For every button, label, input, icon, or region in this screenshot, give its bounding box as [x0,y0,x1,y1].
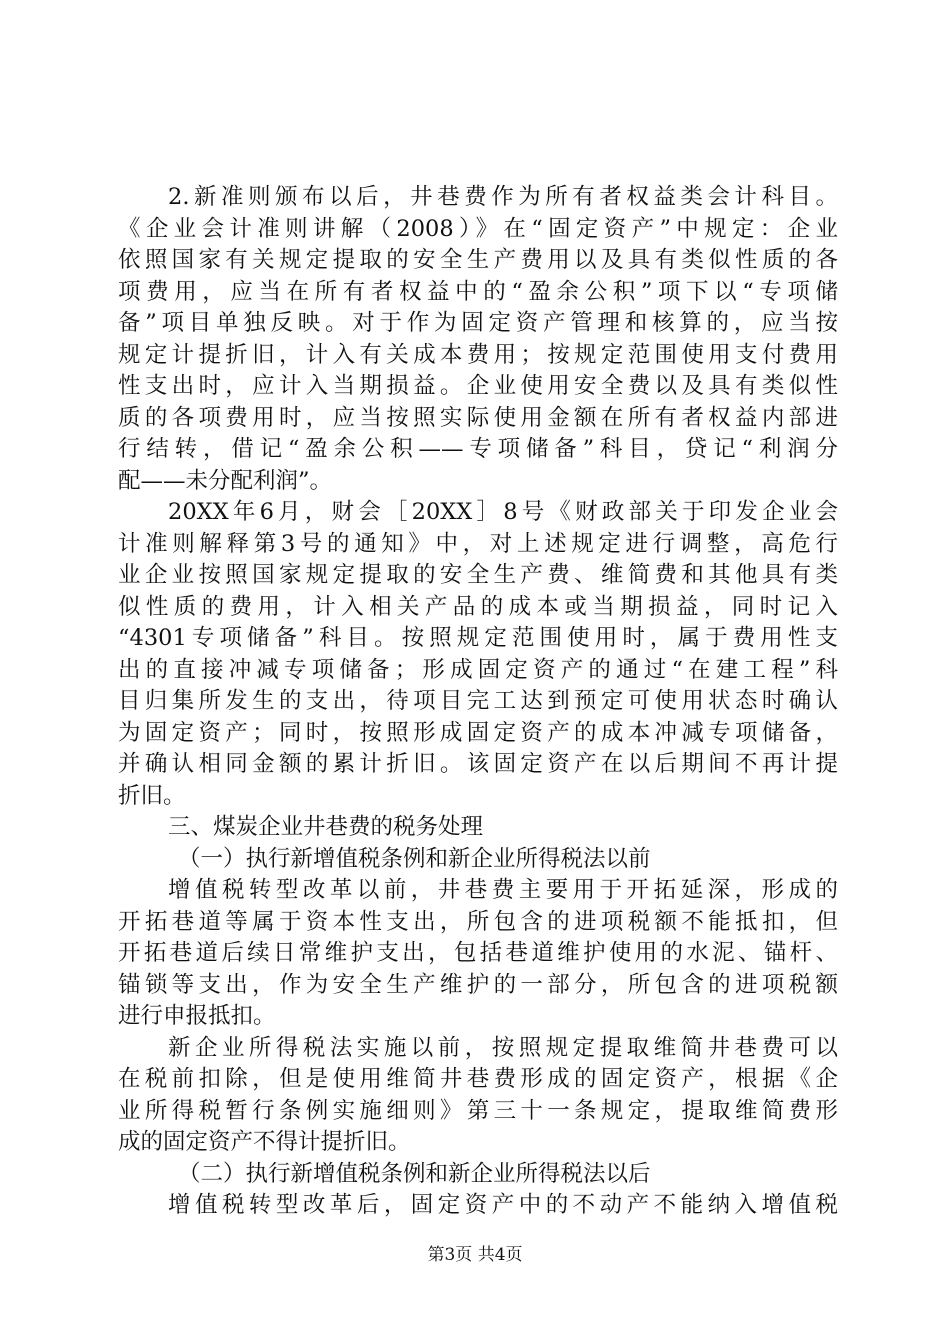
text-line: 三、煤炭企业井巷费的税务处理 [168,814,484,840]
text-line: 计准则解释第3号的通知》中，对上述规定进行调整，高危行 [118,530,838,557]
text-line: 折旧。 [118,782,186,809]
text-line: （一）执行新增值税条例和新企业所得税法以前 [178,845,651,872]
text-line: 成的固定资产不得计提折旧。 [118,1129,411,1155]
text-line: 行结转，借记“盈余公积——专项储备”科目，贷记“利润分 [118,436,838,462]
text-line: 质的各项费用时，应当按照实际使用金额在所有者权益内部进 [118,404,838,431]
text-line: 依照国家有关规定提取的安全生产费用以及具有类似性质的各 [118,247,838,273]
text-line: “4301专项储备”科目。按照规定范围使用时，属于费用性支 [118,625,838,651]
text-line: 增值税转型改革以前，井巷费主要用于开拓延深，形成的 [168,877,838,903]
text-line: 新企业所得税法实施以前，按照规定提取维简井巷费可以 [168,1034,838,1061]
text-line: 项费用，应当在所有者权益中的“盈余公积”项下以“专项储 [118,278,838,305]
text-line: 进行申报抵扣。 [118,1003,276,1029]
text-line: 开拓巷道等属于资本性支出，所包含的进项税额不能抵扣，但 [118,908,838,935]
text-line: 出的直接冲减专项储备；形成固定资产的通过“在建工程”科 [118,656,838,683]
text-line: 配——未分配利润”。 [118,467,333,494]
text-line: 为固定资产；同时，按照形成固定资产的成本冲减专项储备， [118,719,838,746]
text-line: 开拓巷道后续日常维护支出，包括巷道维护使用的水泥、锚杆、 [118,940,838,966]
text-line: 并确认相同金额的累计折旧。该固定资产在以后期间不再计提 [118,751,838,777]
document-body [118,182,838,1222]
text-line: 20XX年6月，财会［20XX］8号《财政部关于印发企业会 [168,499,838,525]
text-line: 2.新准则颁布以后，井巷费作为所有者权益类会计科目。 [168,184,838,210]
text-line: 似性质的费用，计入相关产品的成本或当期损益，同时记入 [118,593,838,620]
text-line: 目归集所发生的支出，待项目完工达到预定可使用状态时确认 [118,688,838,714]
text-line: 业企业按照国家规定提取的安全生产费、维简费和其他具有类 [118,562,838,588]
text-line: （二）执行新增值税条例和新企业所得税法以后 [178,1160,651,1187]
text-line: 增值税转型改革后，固定资产中的不动产不能纳入增值税 [168,1192,838,1218]
text-line: 规定计提折旧，计入有关成本费用；按规定范围使用支付费用 [118,341,838,368]
text-line: 性支出时，应计入当期损益。企业使用安全费以及具有类似性 [118,373,838,399]
page-footer: 第3页 共4页 [427,1245,523,1265]
text-line: 《企业会计准则讲解（2008）》在“固定资产”中规定：企业 [118,215,838,242]
text-line: 锚锁等支出，作为安全生产维护的一部分，所包含的进项税额 [118,971,838,998]
text-line: 备”项目单独反映。对于作为固定资产管理和核算的，应当按 [118,310,838,336]
text-line: 业所得税暂行条例实施细则》第三十一条规定，提取维简费形 [118,1097,838,1124]
text-line: 在税前扣除，但是使用维简井巷费形成的固定资产，根据《企 [118,1066,838,1092]
